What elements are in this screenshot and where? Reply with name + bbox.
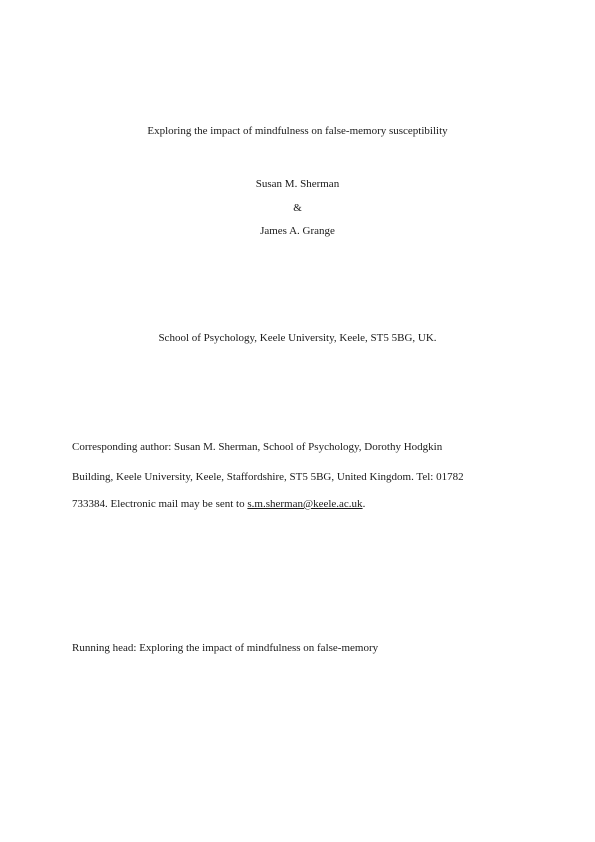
correspondence-line-2: Building, Keele University, Keele, Staffordshire, ST5 5BG, United Kingdom. Tel: 01782 [72,471,464,483]
author-second: James A. Grange [260,225,335,237]
affiliation: School of Psychology, Keele University, Keele, ST5 5BG, UK. [158,332,437,344]
correspondence-line-1: Corresponding author: Susan M. Sherman, School of Psychology, Dorothy Hodgkin [72,441,443,453]
author-first: Susan M. Sherman [255,178,340,190]
correspondence-line-3-prefix: 733384. Electronic mail may be sent to [72,498,248,510]
correspondence-line-3-suffix: . [362,498,366,510]
paper-title: Exploring the impact of mindfulness on false-memory susceptibility [147,125,448,137]
running-head: Running head: Exploring the impact of mindfulness on false-memory [72,642,379,654]
correspondence-line-3 [72,497,365,511]
author-conjunction: & [293,202,302,214]
email-link[interactable]: s.m.sherman@keele.ac.uk [247,498,363,510]
